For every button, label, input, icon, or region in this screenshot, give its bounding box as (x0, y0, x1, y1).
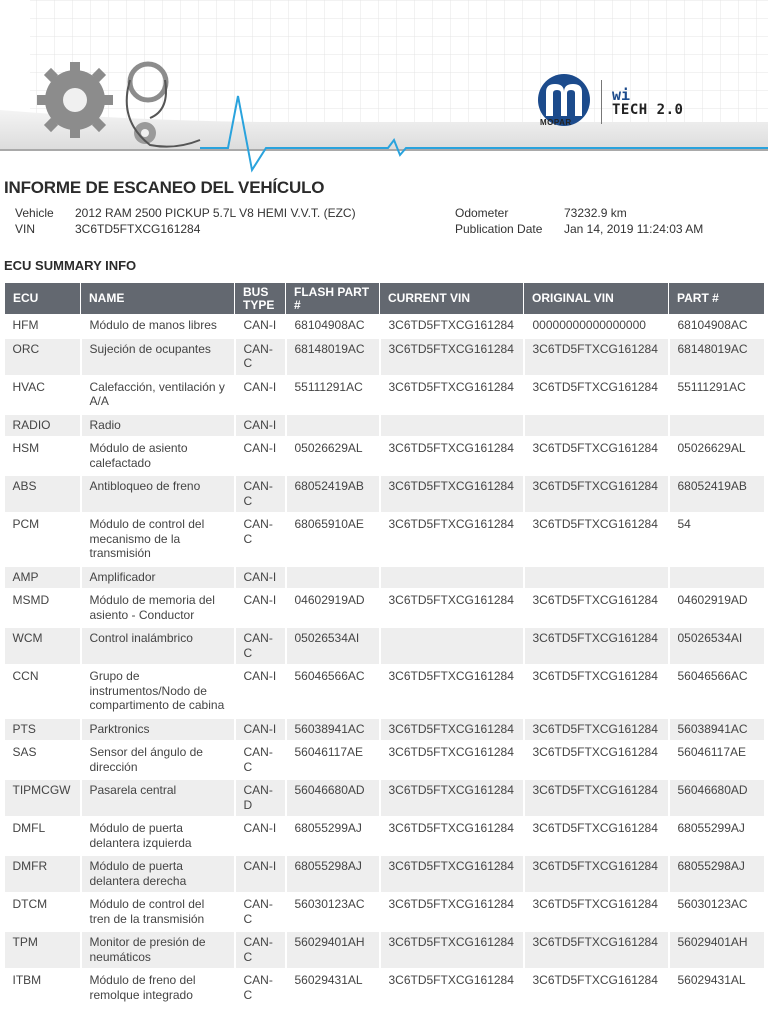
bus-type-cell: CAN-I (235, 855, 286, 893)
original-vin-cell: 3C6TD5FTXCG161284 (524, 718, 669, 742)
part-number-cell: 56046680AD (669, 779, 765, 817)
original-vin-cell: 3C6TD5FTXCG161284 (524, 376, 669, 414)
flash-part-cell: 56038941AC (286, 718, 380, 742)
current-vin-cell (380, 566, 524, 590)
ecu-cell: ITBM (5, 969, 81, 1007)
flash-part-cell: 56029431AL (286, 969, 380, 1007)
flash-part-cell: 55111291AC (286, 376, 380, 414)
original-vin-cell: 00000000000000000 (524, 315, 669, 338)
flash-part-cell: 68104908AC (286, 315, 380, 338)
part-number-cell: 55111291AC (669, 376, 765, 414)
vehicle-value: 2012 RAM 2500 PICKUP 5.7L V8 HEMI V.V.T. (EZC) (75, 206, 356, 220)
ecu-cell: PTS (5, 718, 81, 742)
original-vin-cell: 3C6TD5FTXCG161284 (524, 589, 669, 627)
ecu-cell: TIPMCGW (5, 779, 81, 817)
current-vin-cell: 3C6TD5FTXCG161284 (380, 855, 524, 893)
bus-type-cell: CAN-I (235, 665, 286, 718)
original-vin-cell: 3C6TD5FTXCG161284 (524, 665, 669, 718)
name-cell: Módulo de puerta delantera izquierda (81, 817, 235, 855)
current-vin-cell: 3C6TD5FTXCG161284 (380, 779, 524, 817)
column-header-original-vin: ORIGINAL VIN (524, 283, 669, 315)
column-header-current-vin: CURRENT VIN (380, 283, 524, 315)
original-vin-cell: 3C6TD5FTXCG161284 (524, 437, 669, 475)
column-header-name: NAME (81, 283, 235, 315)
ecu-cell: DTCM (5, 893, 81, 931)
bus-type-cell: CAN-C (235, 338, 286, 376)
column-header-part-number: PART # (669, 283, 765, 315)
ecu-cell: MSMD (5, 589, 81, 627)
part-number-cell: 56030123AC (669, 893, 765, 931)
flash-part-cell: 05026534AI (286, 627, 380, 665)
bus-type-cell: CAN-D (235, 779, 286, 817)
flash-part-cell: 68052419AB (286, 475, 380, 513)
part-number-cell: 68055299AJ (669, 817, 765, 855)
current-vin-cell: 3C6TD5FTXCG161284 (380, 718, 524, 742)
current-vin-cell: 3C6TD5FTXCG161284 (380, 893, 524, 931)
original-vin-cell: 3C6TD5FTXCG161284 (524, 969, 669, 1007)
ecu-cell: AMP (5, 566, 81, 590)
ecu-cell: HFM (5, 315, 81, 338)
mopar-wordmark: MOPAR (540, 118, 572, 127)
original-vin-cell (524, 566, 669, 590)
name-cell: Módulo de puerta delantera derecha (81, 855, 235, 893)
table-row (5, 817, 765, 855)
part-number-cell: 68148019AC (669, 338, 765, 376)
flash-part-cell: 05026629AL (286, 437, 380, 475)
ecu-cell: ORC (5, 338, 81, 376)
table-row (5, 627, 765, 665)
wi-tech-logo: TECH 2.0 (612, 102, 684, 118)
original-vin-cell: 3C6TD5FTXCG161284 (524, 817, 669, 855)
current-vin-cell: 3C6TD5FTXCG161284 (380, 589, 524, 627)
part-number-cell: 56038941AC (669, 718, 765, 742)
part-number-cell: 05026629AL (669, 437, 765, 475)
part-number-cell: 56029401AH (669, 931, 765, 969)
name-cell: Módulo de freno del remolque integrado (81, 969, 235, 1007)
table-row (5, 665, 765, 718)
bus-type-cell: CAN-C (235, 893, 286, 931)
ecu-cell: PCM (5, 513, 81, 566)
flash-part-cell: 56029401AH (286, 931, 380, 969)
flash-part-cell: 68065910AE (286, 513, 380, 566)
original-vin-cell: 3C6TD5FTXCG161284 (524, 338, 669, 376)
bus-type-cell: CAN-I (235, 817, 286, 855)
table-row (5, 931, 765, 969)
original-vin-cell: 3C6TD5FTXCG161284 (524, 855, 669, 893)
bus-type-cell: CAN-C (235, 475, 286, 513)
name-cell: Antibloqueo de freno (81, 475, 235, 513)
part-number-cell: 54 (669, 513, 765, 566)
flash-part-cell (286, 414, 380, 438)
part-number-cell: 56029431AL (669, 969, 765, 1007)
bus-type-cell: CAN-C (235, 513, 286, 566)
bus-type-cell: CAN-C (235, 627, 286, 665)
table-row (5, 437, 765, 475)
table-row (5, 338, 765, 376)
original-vin-cell: 3C6TD5FTXCG161284 (524, 931, 669, 969)
name-cell: Sujeción de ocupantes (81, 338, 235, 376)
name-cell: Módulo de asiento calefactado (81, 437, 235, 475)
vin-value: 3C6TD5FTXCG161284 (75, 222, 201, 236)
publication-date-label: Publication Date (455, 222, 543, 236)
current-vin-cell: 3C6TD5FTXCG161284 (380, 376, 524, 414)
part-number-cell: 56046117AE (669, 741, 765, 779)
original-vin-cell: 3C6TD5FTXCG161284 (524, 475, 669, 513)
current-vin-cell: 3C6TD5FTXCG161284 (380, 338, 524, 376)
bus-type-cell: CAN-I (235, 718, 286, 742)
table-row (5, 376, 765, 414)
current-vin-cell: 3C6TD5FTXCG161284 (380, 437, 524, 475)
original-vin-cell: 3C6TD5FTXCG161284 (524, 779, 669, 817)
ecu-cell: RADIO (5, 414, 81, 438)
ecu-cell: HSM (5, 437, 81, 475)
original-vin-cell: 3C6TD5FTXCG161284 (524, 741, 669, 779)
current-vin-cell: 3C6TD5FTXCG161284 (380, 931, 524, 969)
name-cell: Pasarela central (81, 779, 235, 817)
ecu-cell: DMFL (5, 817, 81, 855)
table-row (5, 741, 765, 779)
name-cell: Parktronics (81, 718, 235, 742)
current-vin-cell: 3C6TD5FTXCG161284 (380, 665, 524, 718)
part-number-cell: 68055298AJ (669, 855, 765, 893)
part-number-cell: 68104908AC (669, 315, 765, 338)
name-cell: Módulo de manos libres (81, 315, 235, 338)
current-vin-cell: 3C6TD5FTXCG161284 (380, 817, 524, 855)
table-row (5, 589, 765, 627)
ecu-summary-table (4, 282, 766, 1008)
ecu-cell: TPM (5, 931, 81, 969)
odometer-value: 73232.9 km (564, 206, 627, 220)
part-number-cell: 68052419AB (669, 475, 765, 513)
table-row (5, 475, 765, 513)
name-cell: Módulo de control del mecanismo de la transmisión (81, 513, 235, 566)
table-row (5, 969, 765, 1007)
column-header-flash-part: FLASH PART # (286, 283, 380, 315)
ecu-cell: ABS (5, 475, 81, 513)
name-cell: Monitor de presión de neumáticos (81, 931, 235, 969)
ecu-cell: CCN (5, 665, 81, 718)
bus-type-cell: CAN-I (235, 315, 286, 338)
bus-type-cell: CAN-I (235, 376, 286, 414)
name-cell: Amplificador (81, 566, 235, 590)
current-vin-cell: 3C6TD5FTXCG161284 (380, 513, 524, 566)
bus-type-cell: CAN-I (235, 589, 286, 627)
gear-icon (37, 62, 113, 138)
current-vin-cell: 3C6TD5FTXCG161284 (380, 969, 524, 1007)
ecu-cell: WCM (5, 627, 81, 665)
current-vin-cell: 3C6TD5FTXCG161284 (380, 315, 524, 338)
ecu-cell: DMFR (5, 855, 81, 893)
name-cell: Grupo de instrumentos/Nodo de compartimento de cabina (81, 665, 235, 718)
current-vin-cell (380, 414, 524, 438)
column-header-bus-type: BUS TYPE (235, 283, 286, 315)
name-cell: Radio (81, 414, 235, 438)
table-header-row (5, 283, 765, 315)
table-row (5, 718, 765, 742)
part-number-cell: 56046566AC (669, 665, 765, 718)
original-vin-cell: 3C6TD5FTXCG161284 (524, 627, 669, 665)
table-row (5, 779, 765, 817)
original-vin-cell: 3C6TD5FTXCG161284 (524, 513, 669, 566)
section-title: ECU SUMMARY INFO (4, 258, 137, 273)
page-title: INFORME DE ESCANEO DEL VEHÍCULO (4, 178, 325, 197)
bus-type-cell: CAN-C (235, 741, 286, 779)
part-number-cell: 04602919AD (669, 589, 765, 627)
flash-part-cell: 56030123AC (286, 893, 380, 931)
current-vin-cell: 3C6TD5FTXCG161284 (380, 475, 524, 513)
odometer-label: Odometer (455, 206, 509, 220)
ecu-cell: SAS (5, 741, 81, 779)
column-header-ecu: ECU (5, 283, 81, 315)
ecu-cell: HVAC (5, 376, 81, 414)
bus-type-cell: CAN-I (235, 566, 286, 590)
table-row (5, 855, 765, 893)
name-cell: Control inalámbrico (81, 627, 235, 665)
vin-label: VIN (15, 222, 36, 236)
flash-part-cell: 68055299AJ (286, 817, 380, 855)
name-cell: Sensor del ángulo de dirección (81, 741, 235, 779)
part-number-cell (669, 414, 765, 438)
name-cell: Módulo de control del tren de la transmisión (81, 893, 235, 931)
publication-date-value: Jan 14, 2019 11:24:03 AM (564, 222, 704, 236)
original-vin-cell (524, 414, 669, 438)
table-row (5, 414, 765, 438)
name-cell: Calefacción, ventilación y A/A (81, 376, 235, 414)
part-number-cell: 05026534AI (669, 627, 765, 665)
bus-type-cell: CAN-I (235, 437, 286, 475)
table-row (5, 315, 765, 338)
vehicle-label: Vehicle (15, 206, 54, 220)
current-vin-cell (380, 627, 524, 665)
flash-part-cell: 56046680AD (286, 779, 380, 817)
flash-part-cell: 04602919AD (286, 589, 380, 627)
bus-type-cell: CAN-C (235, 969, 286, 1007)
current-vin-cell: 3C6TD5FTXCG161284 (380, 741, 524, 779)
flash-part-cell: 68148019AC (286, 338, 380, 376)
table-row (5, 893, 765, 931)
flash-part-cell: 56046117AE (286, 741, 380, 779)
header-banner (0, 0, 768, 180)
table-row (5, 513, 765, 566)
name-cell: Módulo de memoria del asiento - Conductor (81, 589, 235, 627)
wi-label: wi (612, 86, 631, 104)
original-vin-cell: 3C6TD5FTXCG161284 (524, 893, 669, 931)
part-number-cell (669, 566, 765, 590)
table-row (5, 566, 765, 590)
bus-type-cell: CAN-I (235, 414, 286, 438)
flash-part-cell: 68055298AJ (286, 855, 380, 893)
flash-part-cell (286, 566, 380, 590)
brand-divider (601, 80, 602, 124)
flash-part-cell: 56046566AC (286, 665, 380, 718)
bus-type-cell: CAN-C (235, 931, 286, 969)
